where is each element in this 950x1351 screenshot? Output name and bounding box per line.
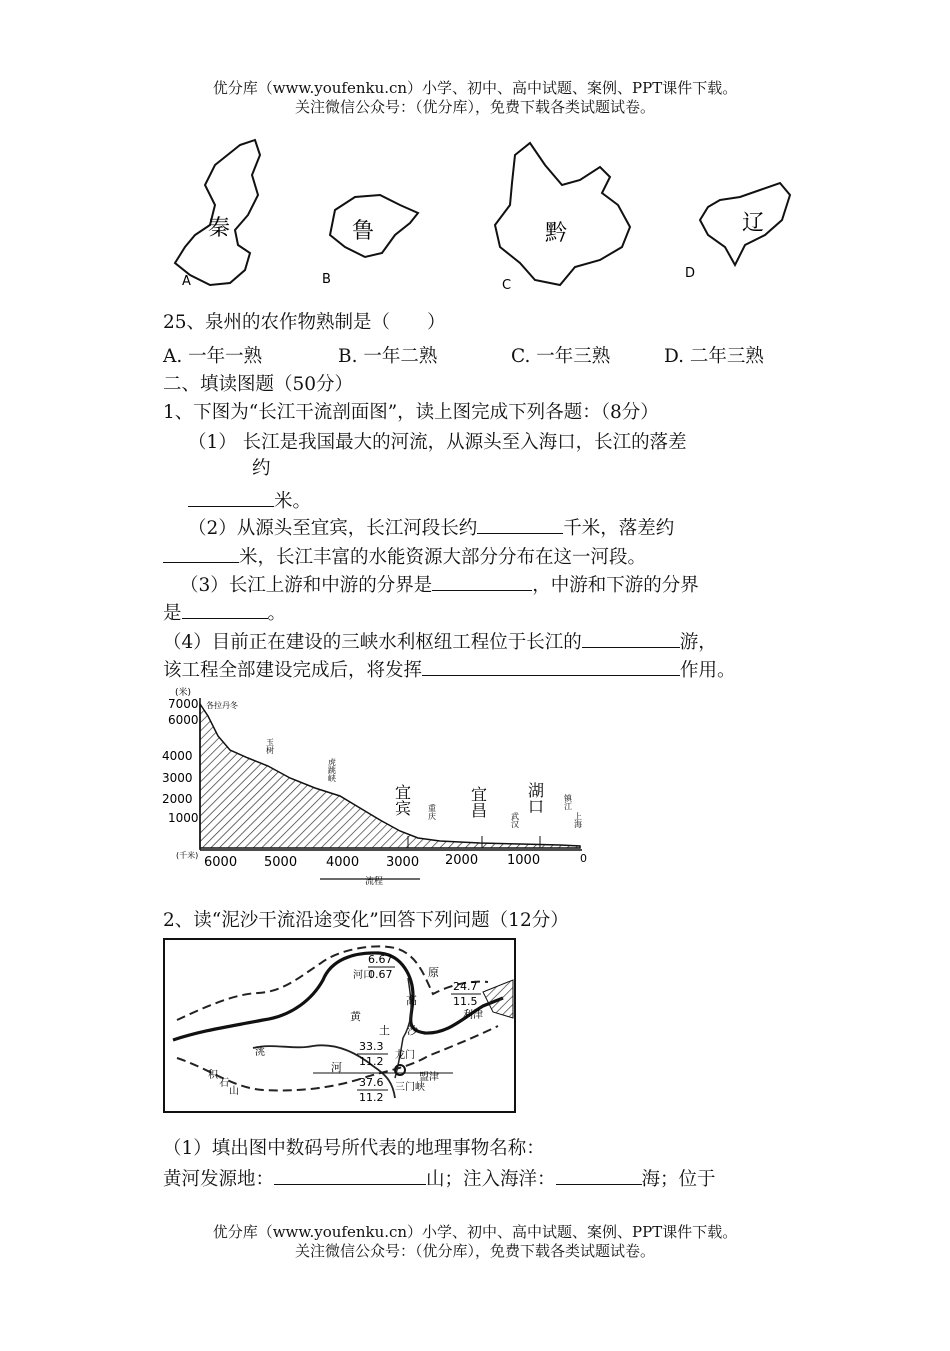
place-yibin: 宜宾	[392, 784, 412, 816]
map-label-5: 24.7	[453, 980, 478, 993]
y-tick-2000: 2000	[162, 792, 193, 806]
x-tick-2000: 2000	[445, 853, 479, 868]
map-label-13: 三门峡	[395, 1082, 425, 1093]
place-yichang: 宜昌	[468, 786, 488, 818]
province-letter-b: B	[322, 272, 331, 287]
q1-part4-line1: （4）目前正在建设的三峡水利枢纽工程位于长江的 游，	[163, 627, 717, 656]
province-letter-a: A	[182, 274, 191, 289]
q25-option-b: B. 一年二熟	[338, 346, 438, 367]
section-title: 二、填读图题（50分）	[163, 374, 354, 395]
map-label-8: 黄	[350, 1010, 361, 1023]
map-label-9: 土	[379, 1024, 390, 1037]
x-tick-0: 0	[580, 852, 587, 865]
q1-part1-answer-line: 米。	[188, 486, 311, 515]
province-outline-maps	[160, 135, 800, 295]
map-label-17: 37.6	[359, 1076, 384, 1089]
map-label-23: 山	[229, 1086, 239, 1097]
y-tick-4000: 4000	[162, 749, 193, 763]
map-label-20: 洮	[255, 1047, 265, 1058]
province-map-a	[175, 140, 260, 289]
q1-stem: 1、下图为“长江干流剖面图”，读上图完成下列各题：（8分）	[163, 402, 659, 423]
x-axis-unit: (千米)	[176, 851, 199, 860]
province-map-c	[495, 143, 630, 293]
map-label-12: 龙门	[395, 1050, 415, 1061]
place-wuhan: 武汉	[510, 812, 520, 828]
map-label-16: 11.2	[359, 1055, 384, 1068]
y-tick-7000: 7000	[168, 697, 199, 711]
place-chongqing: 重庆	[427, 804, 437, 820]
q1-part1-wrap: 约	[252, 458, 271, 479]
y-tick-1000: 1000	[168, 811, 199, 825]
province-name-c: 黔	[545, 221, 568, 246]
answer-blank-7[interactable]	[422, 655, 680, 676]
place-shanghai: 上海	[573, 812, 583, 828]
map-label-21: 积	[208, 1070, 218, 1081]
answer-blank-3[interactable]	[163, 542, 239, 563]
y-tick-3000: 3000	[162, 771, 193, 785]
map-label-4: 原	[428, 966, 439, 979]
province-name-b: 鲁	[352, 219, 375, 244]
map-label-19: 盟津	[419, 1072, 439, 1083]
q1-part4-line2: 该工程全部建设完成后，将发挥 作用。	[163, 655, 736, 684]
answer-blank-9[interactable]	[556, 1164, 642, 1185]
place-hukou: 湖口	[525, 782, 545, 814]
y-axis-unit: (米)	[175, 688, 192, 698]
q2-fill-line: 黄河发源地： 山；注入海洋： 海；位于	[163, 1164, 716, 1193]
q1-part1-text: （1） 长江是我国最大的河流，从源头至入海口，长江的落差	[188, 432, 687, 453]
province-map-b	[322, 195, 418, 287]
footer-line-1: 优分库（www.youfenku.cn）小学、初中、高中试题、案例、PPT课件下载。	[212, 1223, 738, 1241]
footer-line-2: 关注微信公众号：（优分库），免费下载各类试题试卷。	[294, 1242, 655, 1260]
answer-blank-5[interactable]	[182, 598, 268, 619]
map-label-22: 石	[219, 1078, 229, 1089]
map-label-2: 0.67	[368, 968, 393, 981]
q1-part3-line2: 是 。	[163, 598, 286, 627]
q2-stem: 2、读“泥沙干流沿途变化”回答下列问题（12分）	[163, 910, 569, 931]
header-line-2: 关注微信公众号：（优分库），免费下载各类试题试卷。	[294, 98, 655, 116]
answer-blank-4[interactable]	[432, 570, 532, 591]
map-label-7: 利津	[463, 1010, 483, 1021]
answer-blank-1[interactable]	[188, 486, 274, 507]
profile-area	[200, 704, 580, 848]
label-source-peak: 各拉丹冬	[206, 701, 238, 710]
x-tick-5000: 5000	[264, 855, 298, 870]
header-line-1: 优分库（www.youfenku.cn）小学、初中、高中试题、案例、PPT课件下载。	[212, 79, 738, 97]
q25-stem: 25、泉州的农作物熟制是（ ）	[163, 312, 446, 333]
x-tick-3000: 3000	[386, 855, 420, 870]
x-tick-4000: 4000	[326, 855, 360, 870]
map-label-11: 沙	[407, 1024, 418, 1037]
map-label-18: 11.2	[359, 1091, 384, 1104]
answer-blank-2[interactable]	[477, 513, 563, 534]
map-label-1: 6.67	[368, 953, 393, 966]
province-letter-d: D	[685, 266, 696, 281]
place-yushu: 玉树	[265, 738, 275, 754]
q1-part2-line1: （2）从源头至宜宾，长江河段长约 千米，落差约	[188, 513, 674, 542]
map-label-3: 河口	[353, 970, 373, 981]
x-tick-6000: 6000	[204, 855, 238, 870]
place-hutiaoxia: 虎跳峡	[327, 758, 337, 782]
province-map-d	[685, 183, 790, 281]
y-tick-6000: 6000	[168, 713, 199, 727]
answer-blank-6[interactable]	[582, 627, 680, 648]
yangtze-profile-chart	[160, 686, 590, 891]
map-label-14: 河	[331, 1061, 342, 1074]
q1-part2-line2: 米，长江丰富的水能资源大部分分布在这一河段。	[163, 542, 646, 571]
province-letter-c: C	[502, 278, 512, 293]
map-label-15: 33.3	[359, 1040, 384, 1053]
q2-sub1: （1）填出图中数码号所代表的地理事物名称：	[163, 1138, 545, 1159]
q25-option-a: A. 一年一熟	[163, 346, 263, 367]
answer-blank-8[interactable]	[274, 1164, 426, 1185]
q25-option-c: C. 一年三熟	[511, 346, 611, 367]
yellow-river-map	[163, 938, 518, 1114]
q1-part3-line1: （3）长江上游和中游的分界是 ，中游和下游的分界	[180, 570, 699, 599]
province-name-a: 秦	[208, 216, 231, 241]
province-name-d: 辽	[742, 211, 765, 236]
map-label-6: 11.5	[453, 995, 478, 1008]
x-axis-title: 流程	[365, 877, 384, 887]
map-label-10: 高	[406, 994, 417, 1007]
x-tick-1000: 1000	[507, 853, 541, 868]
place-zhenjiang: 镇江	[563, 794, 573, 810]
q25-option-d: D. 二年三熟	[664, 346, 764, 367]
